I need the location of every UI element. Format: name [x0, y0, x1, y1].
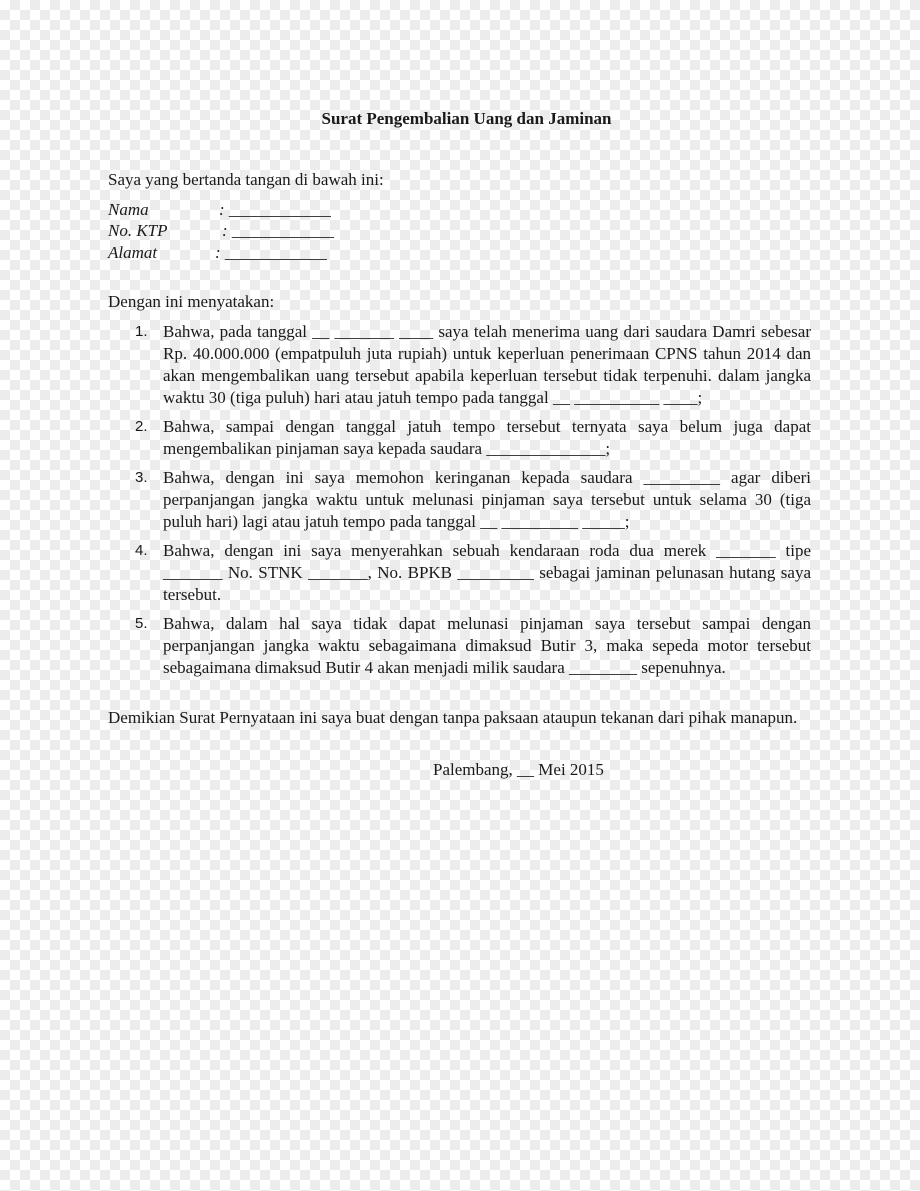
- item-text: Bahwa, pada tanggal __ _______ ____ saya telah menerima uang dari saudara Damri sebesar Rp. 40.000.000 (empatpuluh juta rupiah) untuk keperluan penerimaan CPNS tahun 2014 dan akan mengembalikan uang tersebut apabila keperluan tersebut tidak terpenuhi. dalam jangka waktu 30 (tiga puluh) hari atau jatuh tempo pada tanggal __ __________ ____;: [163, 322, 811, 407]
- statement-list: [108, 321, 811, 686]
- item-number: 3.: [135, 469, 148, 486]
- field-nama: [108, 199, 331, 221]
- item-number: 5.: [135, 615, 148, 632]
- item-number: 2.: [135, 418, 148, 435]
- intro-text: Saya yang bertanda tangan di bawah ini:: [108, 170, 384, 189]
- list-item: [108, 467, 811, 533]
- statement-intro: Dengan ini menyatakan:: [108, 292, 275, 311]
- item-number: 4.: [135, 542, 148, 559]
- item-text: Bahwa, dengan ini saya menyerahkan sebuah kendaraan roda dua merek _______ tipe _______ No. STNK _______, No. BPKB _________ sebagai jaminan pelunasan hutang saya tersebut.: [163, 541, 811, 604]
- place-date: Palembang, __ Mei 2015: [433, 760, 604, 779]
- field-label-nama: Nama: [108, 200, 149, 219]
- field-value-alamat: : ____________: [215, 243, 327, 262]
- field-ktp: [108, 220, 334, 242]
- item-number: 1.: [135, 323, 148, 340]
- field-label-ktp: No. KTP: [108, 221, 168, 240]
- closing-text: Demikian Surat Pernyataan ini saya buat dengan tanpa paksaan ataupun tekanan dari pihak manapun.: [108, 708, 798, 727]
- list-item: [108, 613, 811, 679]
- document-title: Surat Pengembalian Uang dan Jaminan: [321, 109, 612, 128]
- list-item: [108, 321, 811, 409]
- field-alamat: [108, 242, 327, 264]
- list-item: [108, 540, 811, 606]
- list-item: [108, 416, 811, 460]
- field-value-nama: : ____________: [219, 200, 331, 219]
- field-value-ktp: : ____________: [222, 221, 334, 240]
- item-text: Bahwa, sampai dengan tanggal jatuh tempo tersebut ternyata saya belum juga dapat mengembalikan pinjaman saya kepada saudara ______________;: [163, 417, 811, 458]
- item-text: Bahwa, dalam hal saya tidak dapat melunasi pinjaman saya tersebut sampai dengan perpanjangan jangka waktu sebagaimana dimaksud Butir 3, maka sepeda motor tersebut sebagaimana dimaksud Butir 4 akan menjadi milik saudara ________ sepenuhnya.: [163, 614, 811, 677]
- item-text: Bahwa, dengan ini saya memohon keringanan kepada saudara _________ agar diberi perpanjangan jangka waktu untuk melunasi pinjaman saya tersebut untuk selama 30 (tiga puluh hari) lagi atau jatuh tempo pada tanggal __ _________ _____;: [163, 468, 811, 531]
- field-label-alamat: Alamat: [108, 243, 158, 262]
